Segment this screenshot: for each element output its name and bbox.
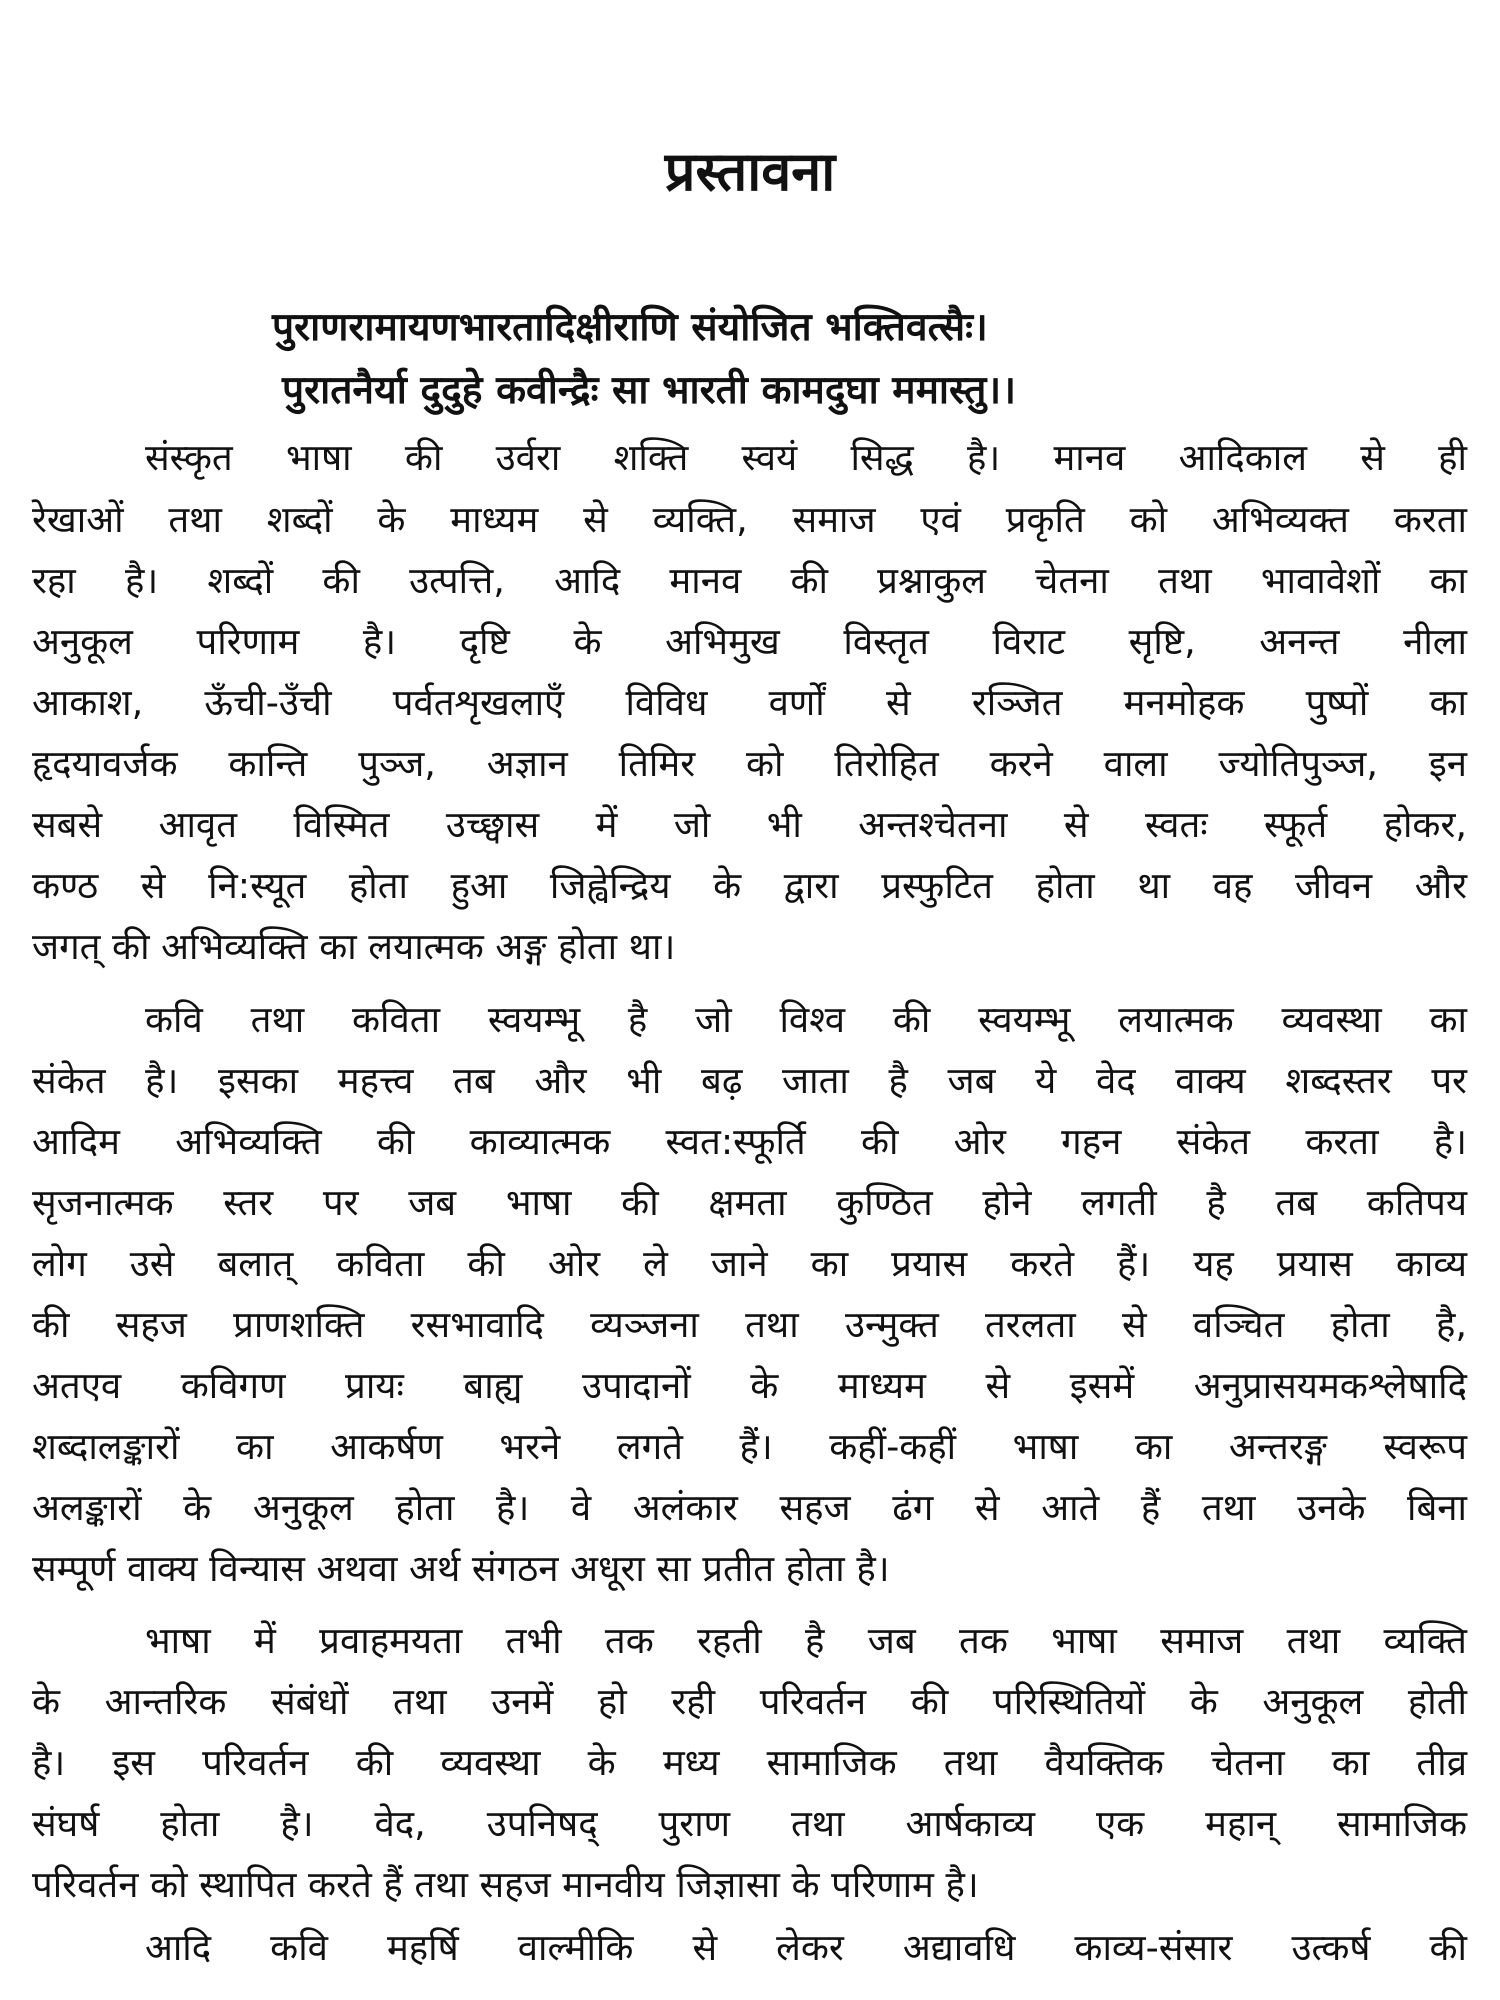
page-title: प्रस्तावना [664, 140, 836, 203]
paragraph-line: संस्कृत भाषा की उर्वरा शक्ति स्वयं सिद्ध है। मानव आदिकाल से ही [145, 436, 1467, 479]
verse-line: पुरातनैर्या दुदुहे कवीन्द्रैः सा भारती कामदुघा ममास्तु।। [282, 368, 1016, 413]
paragraph-line: आकाश, ऊँची-उँची पर्वतशृखलाएँ विविध वर्णों से रञ्जित मनमोहक पुष्पों का [32, 681, 1467, 724]
paragraph-line: शब्दालङ्कारों का आकर्षण भरने लगते हैं। कहीं-कहीं भाषा का अन्तरङ्ग स्वरूप [32, 1425, 1467, 1468]
paragraph-line: सबसे आवृत विस्मित उच्छ्वास में जो भी अन्तश्चेतना से स्वतः स्फूर्त होकर, [32, 803, 1467, 846]
paragraph-line: के आन्तरिक संबंधों तथा उनमें हो रही परिवर्तन की परिस्थितियों के अनुकूल होती [32, 1680, 1467, 1723]
paragraph-line: है। इस परिवर्तन की व्यवस्था के मध्य सामाजिक तथा वैयक्तिक चेतना का तीव्र [32, 1741, 1467, 1784]
paragraph-line: आदि कवि महर्षि वाल्मीकि से लेकर अद्यावधि काव्य-संसार उत्कर्ष की [145, 1926, 1467, 1969]
paragraph-line: अलङ्कारों के अनुकूल होता है। वे अलंकार सहज ढंग से आते हैं तथा उनके बिना [32, 1486, 1467, 1529]
paragraph-line: कवि तथा कविता स्वयम्भू है जो विश्व की स्वयम्भू लयात्मक व्यवस्था का [145, 998, 1467, 1041]
paragraph-line: की सहज प्राणशक्ति रसभावादि व्यञ्जना तथा उन्मुक्त तरलता से वञ्चित होता है, [32, 1303, 1467, 1346]
verse-line: पुराणरामायणभारतादिक्षीराणि संयोजित भक्तिवत्सैः। [272, 305, 988, 350]
paragraph-line: हृदयावर्जक कान्ति पुञ्ज, अज्ञान तिमिर को तिरोहित करने वाला ज्योतिपुञ्ज, इन [32, 742, 1467, 785]
paragraph-line: अतएव कविगण प्रायः बाह्य उपादानों के माध्यम से इसमें अनुप्रासयमकश्लेषादि [32, 1364, 1467, 1407]
paragraph-line: भाषा में प्रवाहमयता तभी तक रहती है जब तक भाषा समाज तथा व्यक्ति [145, 1619, 1467, 1662]
paragraph-line: अनुकूल परिणाम है। दृष्टि के अभिमुख विस्तृत विराट सृष्टि, अनन्त नीला [32, 620, 1467, 663]
paragraph-line: सम्पूर्ण वाक्य विन्यास अथवा अर्थ संगठन अधूरा सा प्रतीत होता है। [32, 1547, 890, 1590]
paragraph-line: कण्ठ से नि:स्यूत होता हुआ जिह्वेन्द्रिय के द्वारा प्रस्फुटित होता था वह जीवन और [32, 864, 1467, 907]
paragraph-line: संघर्ष होता है। वेद, उपनिषद् पुराण तथा आर्षकाव्य एक महान् सामाजिक [32, 1802, 1467, 1845]
paragraph-line: संकेत है। इसका महत्त्व तब और भी बढ़ जाता है जब ये वेद वाक्य शब्दस्तर पर [32, 1059, 1467, 1102]
paragraph-line: रेखाओं तथा शब्दों के माध्यम से व्यक्ति, समाज एवं प्रकृति को अभिव्यक्त करता [32, 498, 1467, 541]
paragraph-line: आदिम अभिव्यक्ति की काव्यात्मक स्वत:स्फूर्ति की ओर गहन संकेत करता है। [32, 1120, 1467, 1163]
paragraph-line: जगत् की अभिव्यक्ति का लयात्मक अङ्ग होता था। [32, 925, 676, 968]
paragraph-line: सृजनात्मक स्तर पर जब भाषा की क्षमता कुण्ठित होने लगती है तब कतिपय [32, 1181, 1467, 1224]
paragraph-line: लोग उसे बलात् कविता की ओर ले जाने का प्रयास करते हैं। यह प्रयास काव्य [32, 1242, 1467, 1285]
paragraph-line: रहा है। शब्दों की उत्पत्ति, आदि मानव की प्रश्नाकुल चेतना तथा भावावेशों का [32, 559, 1467, 602]
paragraph-line: परिवर्तन को स्थापित करते हैं तथा सहज मानवीय जिज्ञासा के परिणाम है। [32, 1863, 979, 1906]
